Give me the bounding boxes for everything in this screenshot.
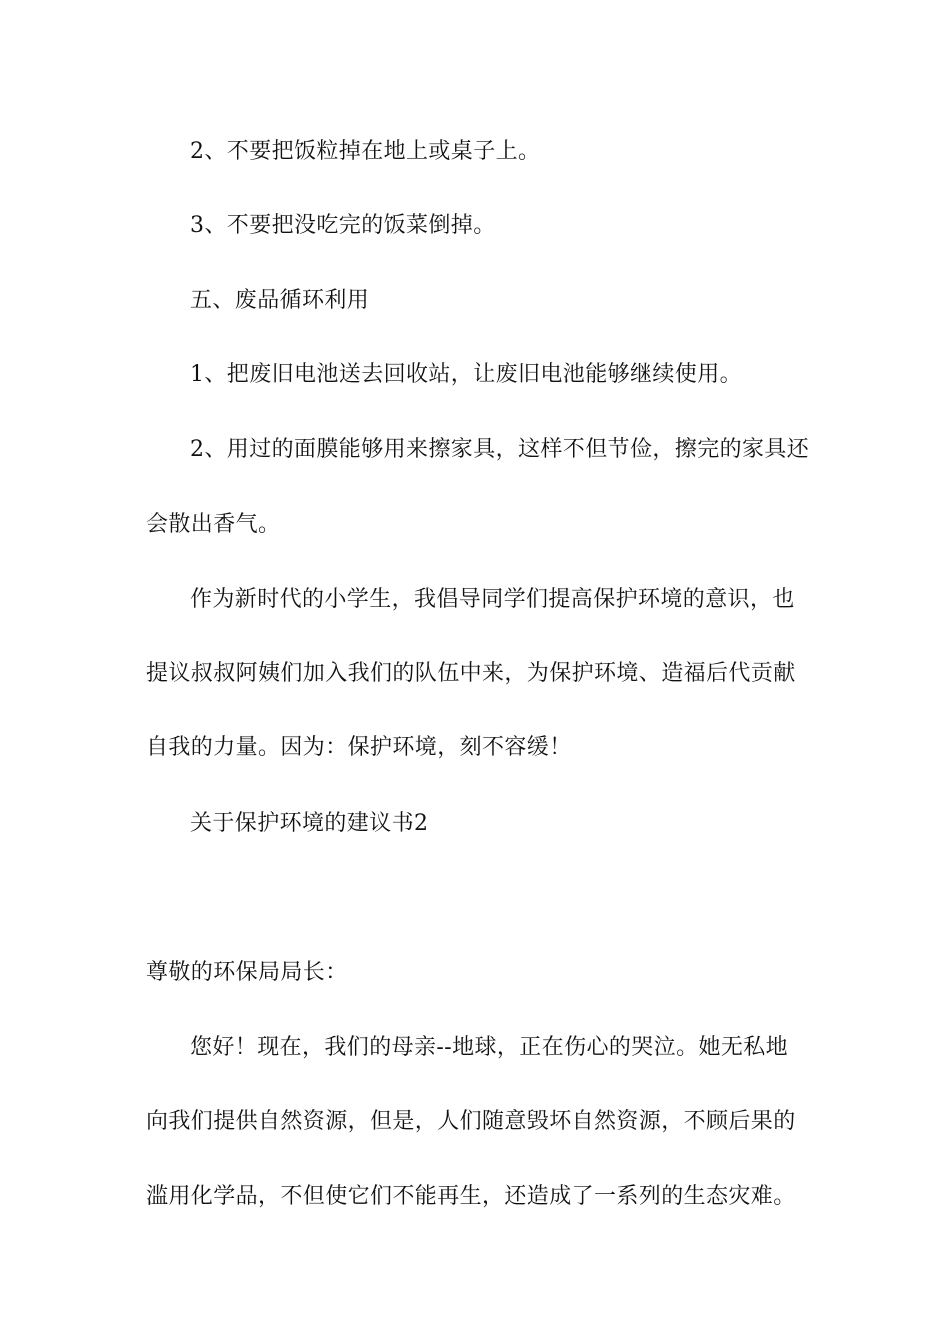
list-item-no-dropping-rice: 2、不要把饭粒掉在地上或桌子上。 <box>190 139 541 164</box>
letter-salutation: 尊敬的环保局局长： <box>146 960 348 985</box>
list-item-recycle-batteries: 1、把废旧电池送去回收站，让废旧电池能够继续使用。 <box>190 362 742 387</box>
paragraph-letter-body-line3: 滥用化学品，不但使它们不能再生，还造成了一系列的生态灾难。 <box>146 1184 796 1209</box>
section-heading-recycling: 五、废品循环利用 <box>190 288 370 313</box>
list-item-no-wasting-food: 3、不要把没吃完的饭菜倒掉。 <box>190 213 496 238</box>
list-item-reuse-mask-line2: 会散出香气。 <box>146 512 281 537</box>
paragraph-letter-body-line1: 您好！现在，我们的母亲--地球，正在伤心的哭泣。她无私地 <box>190 1035 789 1060</box>
paragraph-advocacy-line2: 提议叔叔阿姨们加入我们的队伍中来，为保护环境、造福后代贡献 <box>146 661 796 686</box>
list-item-reuse-mask-line1: 2、用过的面膜能够用来擦家具，这样不但节俭，擦完的家具还 <box>190 437 810 462</box>
paragraph-advocacy-line1: 作为新时代的小学生，我倡导同学们提高保护环境的意识，也 <box>190 587 795 612</box>
paragraph-letter-body-line2: 向我们提供自然资源，但是，人们随意毁坏自然资源，不顾后果的 <box>146 1109 796 1134</box>
letter-title: 关于保护环境的建议书2 <box>190 811 429 836</box>
paragraph-advocacy-line3: 自我的力量。因为：保护环境，刻不容缓！ <box>146 735 572 760</box>
